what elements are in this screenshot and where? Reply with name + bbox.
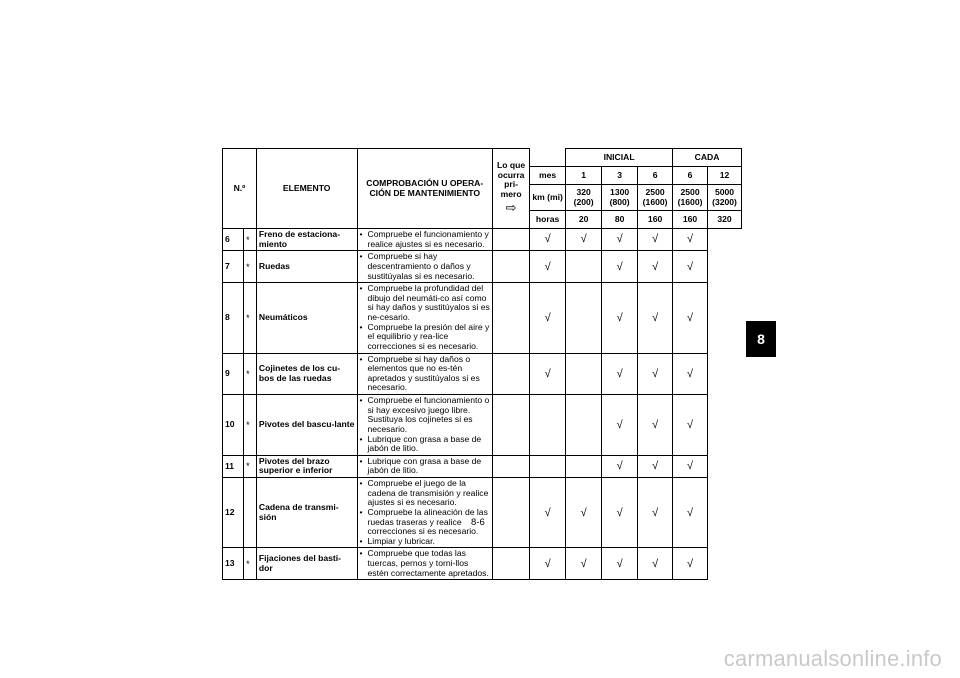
row-interval-check: √	[566, 229, 602, 251]
row-interval-check: √	[602, 455, 638, 477]
row-interval-check	[566, 283, 602, 353]
header-km-label: km (mi)	[530, 185, 566, 211]
list-item: • Lubrique con grasa a base de jabón de litio.	[360, 457, 491, 476]
header-horas-value: 160	[673, 211, 708, 229]
row-interval-check: √	[638, 353, 673, 395]
row-first-empty	[493, 478, 530, 548]
row-number: 7	[223, 251, 244, 283]
row-first-empty	[493, 395, 530, 456]
bullet-list	[360, 284, 491, 351]
row-interval-check: √	[566, 548, 602, 580]
row-interval-check: √	[673, 395, 708, 456]
row-element: Fijaciones del basti-dor	[256, 548, 357, 580]
row-check-text	[357, 548, 493, 580]
header-no: N.º	[223, 149, 257, 229]
row-interval-check: √	[530, 229, 566, 251]
bullet-list	[360, 479, 491, 546]
header-km-value: 2500 (1600)	[673, 185, 708, 211]
row-interval-check: √	[638, 395, 673, 456]
row-check-text	[357, 353, 493, 395]
header-km-value: 5000 (3200)	[708, 185, 742, 211]
bullet-list	[360, 252, 491, 281]
row-interval-check	[566, 251, 602, 283]
row-interval-check: √	[530, 283, 566, 353]
row-interval-check: √	[673, 251, 708, 283]
row-star: *	[244, 283, 257, 353]
header-km-value: 1300 (800)	[602, 185, 638, 211]
row-interval-check: √	[530, 548, 566, 580]
bullet-list	[360, 230, 491, 249]
row-interval-check	[530, 455, 566, 477]
row-first-empty	[493, 283, 530, 353]
row-star: *	[244, 548, 257, 580]
header-first	[493, 149, 530, 229]
header-km-value: 2500 (1600)	[638, 185, 673, 211]
row-interval-check: √	[530, 478, 566, 548]
list-item: • Compruebe la profundidad del dibujo del neumáti-co así como si hay daños y sustitúyalos si es ne-cesario.	[360, 284, 491, 323]
row-first-empty	[493, 229, 530, 251]
row-star: *	[244, 395, 257, 456]
header-horas-value: 80	[602, 211, 638, 229]
row-check-text	[357, 283, 493, 353]
row-star: *	[244, 455, 257, 477]
row-star: *	[244, 229, 257, 251]
row-check-text	[357, 395, 493, 456]
row-interval-check: √	[566, 478, 602, 548]
list-item: • Compruebe el funcionamiento y realice ajustes si es necesario.	[360, 230, 491, 249]
list-item: • Limpiar y lubricar.	[360, 537, 491, 547]
row-element: Freno de estaciona-miento	[256, 229, 357, 251]
row-first-empty	[493, 455, 530, 477]
header-element: ELEMENTO	[256, 149, 357, 229]
row-interval-check	[566, 353, 602, 395]
row-interval-check: √	[638, 455, 673, 477]
header-horas-value: 20	[566, 211, 602, 229]
row-interval-check: √	[638, 283, 673, 353]
list-item: • Compruebe si hay descentramiento o daños y sustitúyalas si es necesario.	[360, 252, 491, 281]
row-first-empty	[493, 251, 530, 283]
table-row	[223, 455, 742, 477]
row-interval-check: √	[530, 353, 566, 395]
header-horas-value: 160	[638, 211, 673, 229]
row-number: 8	[223, 283, 244, 353]
row-interval-check: √	[602, 548, 638, 580]
row-number: 9	[223, 353, 244, 395]
row-interval-check: √	[638, 478, 673, 548]
row-interval-check	[566, 395, 602, 456]
arrow-right-icon: ⇨	[505, 200, 517, 216]
bullet-list	[360, 355, 491, 394]
row-number: 6	[223, 229, 244, 251]
row-star: *	[244, 251, 257, 283]
header-mes-value: 3	[602, 167, 638, 185]
list-item: • Compruebe el juego de la cadena de transmisión y realice ajustes si es necesario.	[360, 479, 491, 508]
bullet-list	[360, 549, 491, 578]
row-element: Cadena de transmi-sión	[256, 478, 357, 548]
row-interval-check: √	[673, 229, 708, 251]
header-spacer	[530, 149, 566, 167]
row-check-text	[357, 251, 493, 283]
header-mes-value: 6	[673, 167, 708, 185]
row-interval-check: √	[638, 548, 673, 580]
header-horas-label: horas	[530, 211, 566, 229]
page-number: 8-6	[471, 517, 485, 528]
row-interval-check: √	[530, 251, 566, 283]
row-star: *	[244, 353, 257, 395]
table-row	[223, 251, 742, 283]
list-item: • Compruebe si hay daños o elementos que no es-tén apretados y sustitúyalos si es necesario.	[360, 355, 491, 394]
table-row	[223, 478, 742, 548]
row-interval-check: √	[673, 353, 708, 395]
list-item: • Lubrique con grasa a base de jabón de litio.	[360, 435, 491, 454]
row-check-text	[357, 455, 493, 477]
row-element: Ruedas	[256, 251, 357, 283]
header-mes-value: 1	[566, 167, 602, 185]
row-check-text	[357, 478, 493, 548]
list-item: • Compruebe la presión del aire y el equilibrio y rea-lice correcciones si es necesario.	[360, 323, 491, 352]
row-element: Pivotes del brazo superior e inferior	[256, 455, 357, 477]
row-interval-check: √	[602, 395, 638, 456]
section-tab: 8	[746, 321, 776, 357]
header-first-label: Lo que ocurra pri-mero	[496, 159, 526, 199]
row-number: 13	[223, 548, 244, 580]
row-number: 11	[223, 455, 244, 477]
table-row	[223, 229, 742, 251]
header-check: COMPROBACIÓN U OPERA-CIÓN DE MANTENIMIENTO	[357, 149, 493, 229]
row-number: 10	[223, 395, 244, 456]
maintenance-table	[222, 148, 742, 580]
table-row	[223, 353, 742, 395]
row-interval-check: √	[638, 251, 673, 283]
row-first-empty	[493, 548, 530, 580]
row-interval-check: √	[673, 478, 708, 548]
row-interval-check: √	[673, 283, 708, 353]
row-interval-check: √	[602, 229, 638, 251]
row-interval-check: √	[673, 455, 708, 477]
row-first-empty	[493, 353, 530, 395]
bullet-list	[360, 457, 491, 476]
row-interval-check	[530, 395, 566, 456]
table-row	[223, 283, 742, 353]
header-horas-value: 320	[708, 211, 742, 229]
header-mes-value: 12	[708, 167, 742, 185]
row-interval-check: √	[673, 548, 708, 580]
header-km-value: 320 (200)	[566, 185, 602, 211]
row-element: Neumáticos	[256, 283, 357, 353]
header-inicial: INICIAL	[566, 149, 673, 167]
row-interval-check: √	[602, 283, 638, 353]
header-mes-value: 6	[638, 167, 673, 185]
list-item: • Compruebe el funcionamiento o si hay excesivo juego libre. Sustituya los cojinetes si es necesario.	[360, 396, 491, 435]
row-check-text	[357, 229, 493, 251]
header-mes-label: mes	[530, 167, 566, 185]
row-interval-check: √	[602, 251, 638, 283]
row-interval-check: √	[638, 229, 673, 251]
watermark: carmanualsonline.info	[723, 646, 942, 671]
row-element: Pivotes del bascu-lante	[256, 395, 357, 456]
table-row	[223, 548, 742, 580]
list-item: • Compruebe que todas las tuercas, pernos y torni-llos estén correctamente apretados.	[360, 549, 491, 578]
row-interval-check	[566, 455, 602, 477]
header-cada: CADA	[673, 149, 742, 167]
row-interval-check: √	[602, 353, 638, 395]
list-item: • Compruebe la alineación de las ruedas traseras y realice correcciones si es necesario.	[360, 508, 491, 537]
row-star	[244, 478, 257, 548]
row-interval-check: √	[602, 478, 638, 548]
row-number: 12	[223, 478, 244, 548]
table-row	[223, 395, 742, 456]
bullet-list	[360, 396, 491, 454]
row-element: Cojinetes de los cu-bos de las ruedas	[256, 353, 357, 395]
